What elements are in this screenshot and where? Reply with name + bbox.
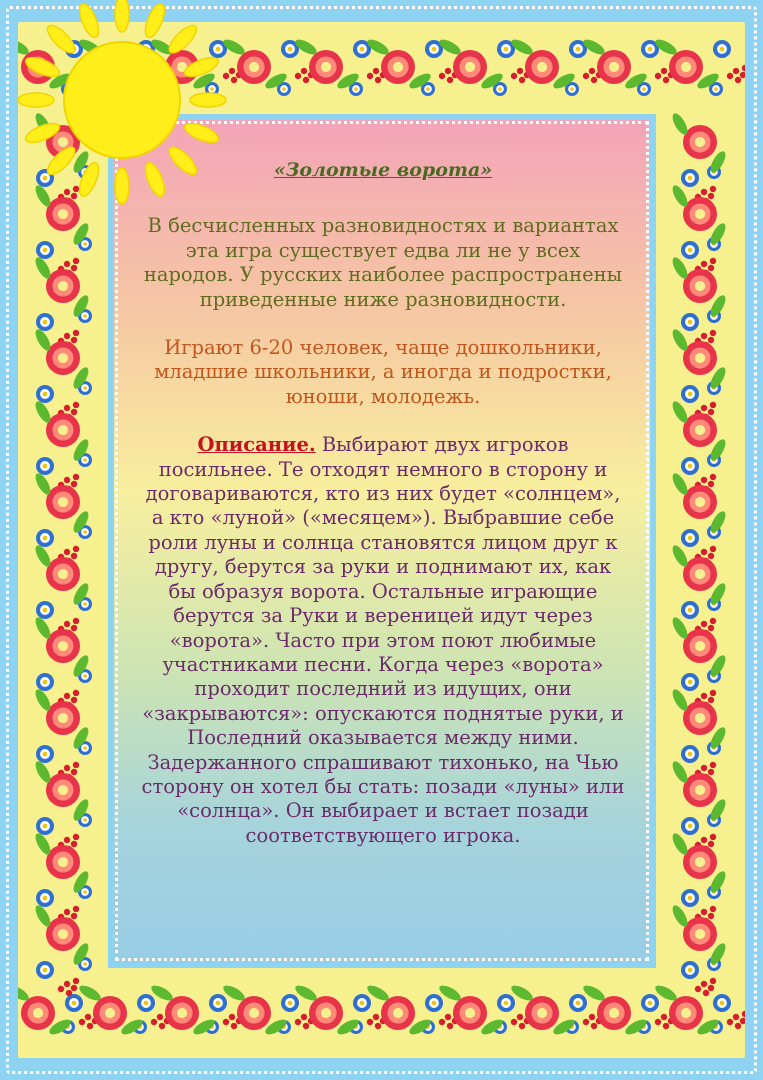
description-line: берутся за Руки и вереницей идут через xyxy=(173,604,593,628)
description-line: Выбирают двух игроков xyxy=(315,433,569,457)
intro-line: В бесчисленных разновидностях и вариантах xyxy=(147,214,619,238)
description-line: сторону он хотел бы стать: позади «луны» или xyxy=(141,774,625,798)
intro-line: эта игра существует едва ли не у всех xyxy=(185,238,581,262)
description-line: «ворота». Часто при этом поют любимые xyxy=(169,628,597,652)
description-line: участниками песни. Когда через «ворота» xyxy=(162,652,604,676)
players-paragraph xyxy=(128,336,638,409)
description-line: «солнца». Он выбирает и встает позади xyxy=(177,799,589,823)
description-line: проходит последний из идущих, они xyxy=(194,677,572,701)
description-line: другу, берутся за руки и поднимают их, как xyxy=(154,555,612,579)
players-line: Играют 6-20 человек, чаще дошкольники, xyxy=(164,336,602,360)
description-line: бы образуя ворота. Остальные играющие xyxy=(168,579,598,603)
description-line: соответствующего игрока. xyxy=(245,823,521,847)
description-line: Последний оказывается между ними. xyxy=(187,726,579,750)
players-line: юноши, молодежь. xyxy=(285,384,481,408)
description-heading: Описание. xyxy=(197,433,316,457)
description-line: роли луны и солнца становятся лицом друг к xyxy=(148,530,618,554)
description-line: посильнее. Те отходят немного в сторону и xyxy=(158,457,608,481)
description-line: а кто «луной» («месяцем»). Выбравшие себе xyxy=(151,506,615,530)
description-line: Задержанного спрашивают тихонько, на Чью xyxy=(147,750,619,774)
description-paragraph xyxy=(128,433,638,848)
description-line: договариваются, кто из них будет «солнцем», xyxy=(145,482,621,506)
article xyxy=(128,158,638,848)
sun-icon xyxy=(0,0,240,220)
page-title: «Золотые ворота» xyxy=(273,159,493,181)
intro-paragraph xyxy=(128,214,638,312)
players-line: младшие школьники, а иногда и подростки, xyxy=(154,360,612,384)
description-line: «закрываются»: опускаются поднятые руки, и xyxy=(142,701,624,725)
intro-line: народов. У русских наиболее распространены xyxy=(143,263,623,287)
intro-line: приведенные ниже разновидности. xyxy=(199,287,567,311)
